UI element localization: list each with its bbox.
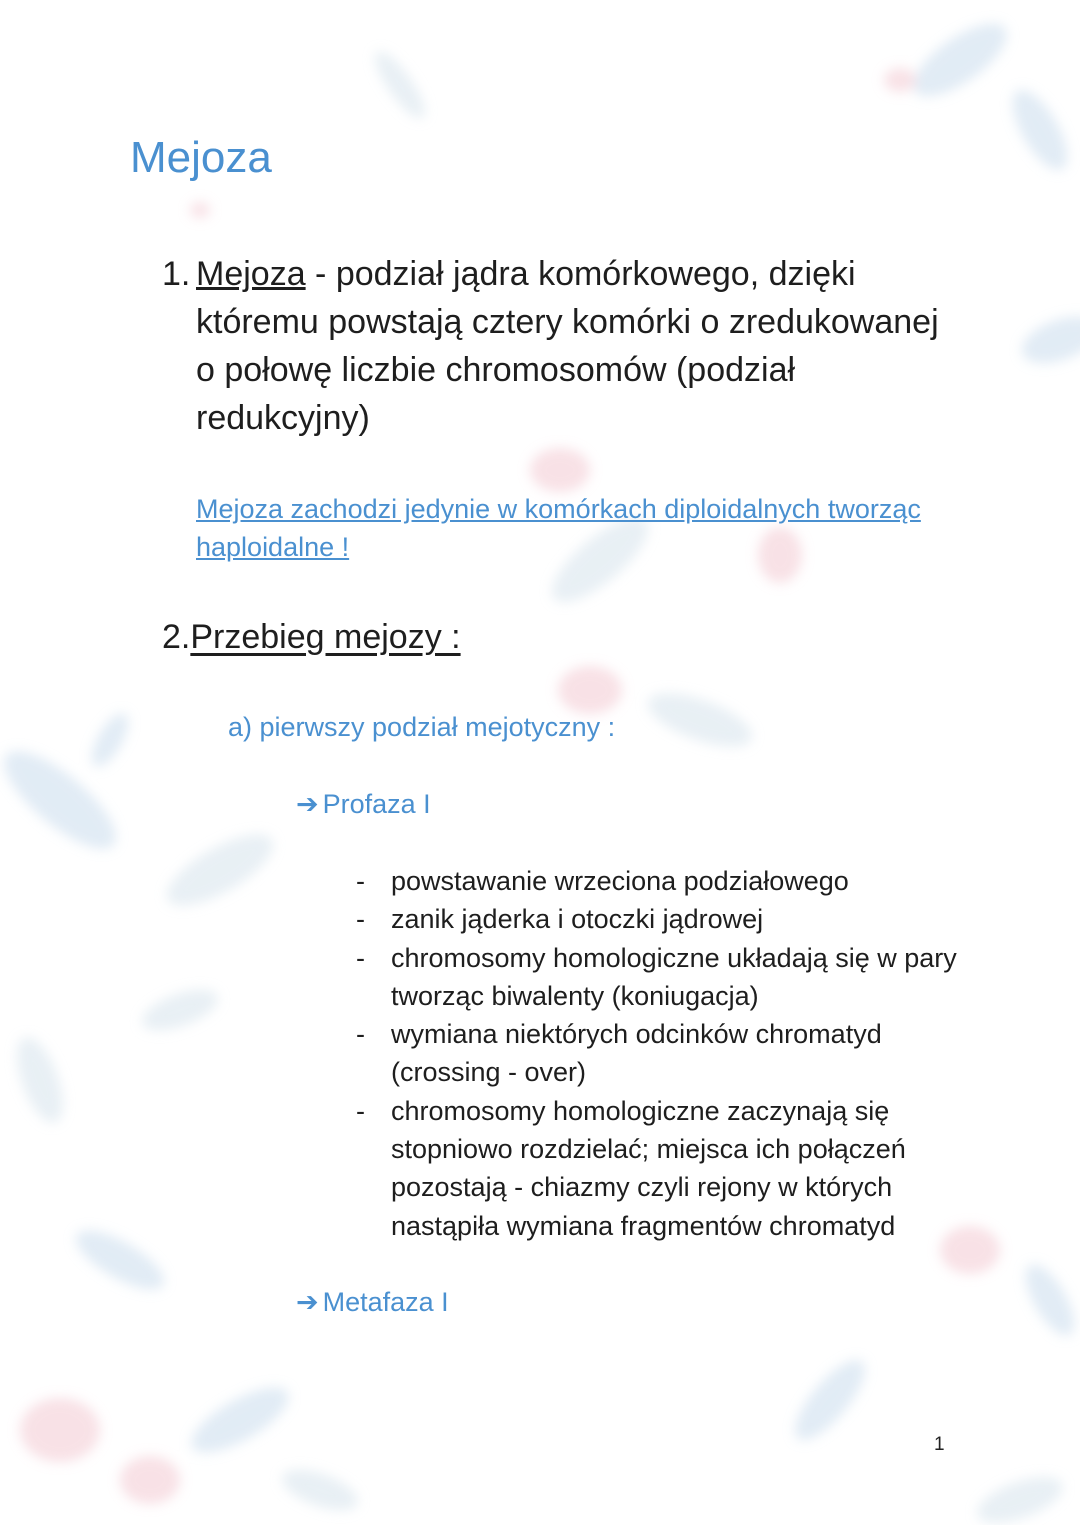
list-item: - wymiana niektórych odcinków chromatyd (crossing - over) xyxy=(356,1015,976,1092)
section-heading xyxy=(162,614,461,660)
dash-icon: - xyxy=(356,942,365,973)
definition-body: - podział jądra komórkowego, dzięki któremu powstają cztery komórki o zredukowanej o połowę liczbie chromosomów (podział redukcyjny) xyxy=(196,255,939,437)
page-number: 1 xyxy=(934,1434,945,1455)
list-item: - zanik jąderka i otoczki jądrowej xyxy=(356,900,976,938)
dash-icon: - xyxy=(356,904,365,935)
list-item: - chromosomy homologiczne zaczynają się stopniowo rozdzielać; miejsca ich połączeń pozostają - chiazmy czyli rejony w których nastąpiła wymiana fragmentów chromatyd xyxy=(356,1092,976,1245)
phase-label: Metafaza I xyxy=(322,1287,449,1317)
arrow-icon: ➔ xyxy=(296,1287,319,1317)
phase-heading-metaphase xyxy=(296,1283,449,1321)
prophase-list xyxy=(356,862,976,1245)
dash-icon: - xyxy=(356,866,365,896)
dash-icon: - xyxy=(356,1019,365,1050)
list-item: - powstawanie wrzeciona podziałowego xyxy=(356,862,976,900)
section-number: 2. xyxy=(162,618,191,656)
dash-icon: - xyxy=(356,1095,365,1126)
item-number: 1. xyxy=(162,255,191,293)
definition-item xyxy=(162,250,962,442)
list-item: - chromosomy homologiczne układają się w pary tworząc biwalenty (koniugacja) xyxy=(356,939,976,1016)
definition-text xyxy=(196,250,962,442)
definition-term: Mejoza xyxy=(196,255,306,293)
arrow-icon: ➔ xyxy=(296,789,319,819)
highlight-note: Mejoza zachodzi jedynie w komórkach diploidalnych tworząc haploidalne ! xyxy=(196,494,921,562)
page-title: Mejoza xyxy=(130,133,272,182)
section-label: Przebieg mejozy : xyxy=(190,618,461,656)
subsection-heading: a) pierwszy podział mejotyczny : xyxy=(228,712,616,742)
phase-label: Profaza I xyxy=(322,789,431,819)
phase-heading-prophase xyxy=(296,785,431,823)
